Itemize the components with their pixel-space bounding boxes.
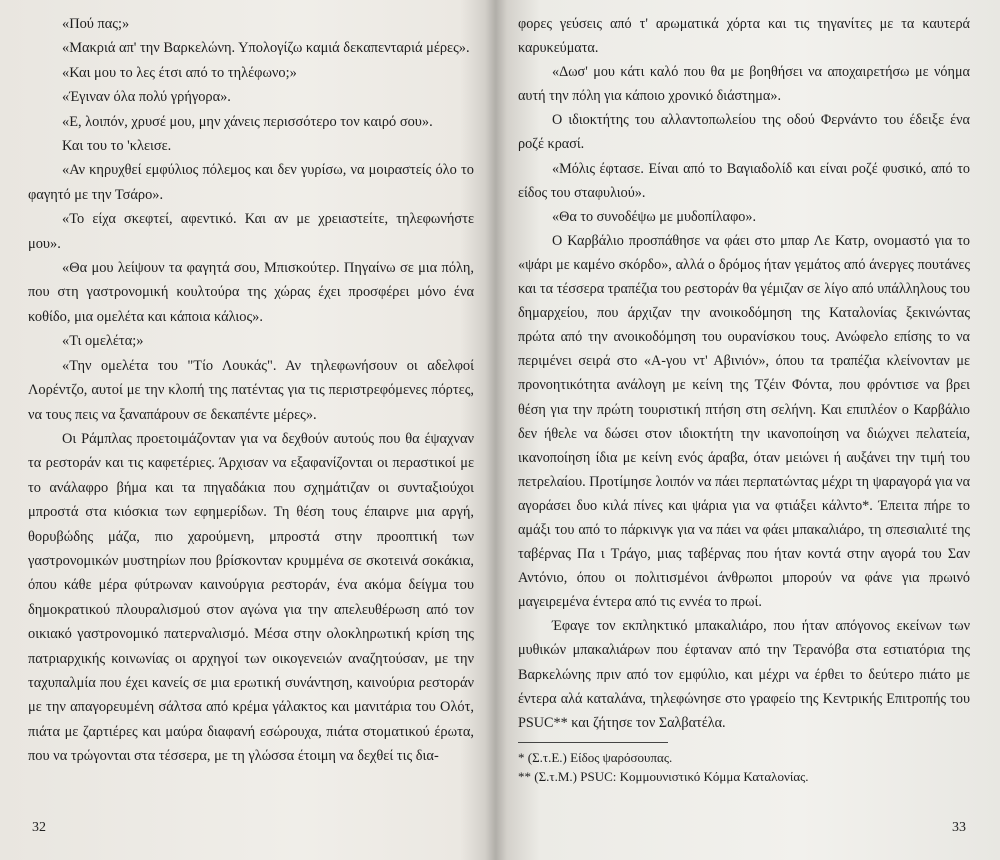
paragraph: Ο Καρβάλιο προσπάθησε να φάει στο μπαρ Λε Κατρ, ονομαστό για το «ψάρι με καμένο σκόρδο», αλλά ο δρόμος ήταν γεμάτος από άνεργες πουτάνες και τα τέσσερα τραπέζια του ρεστοράν θα γέμιζαν σε λίγο από υπάλληλους του δημαρχείου, που άρχιζαν την ανοικοδόμηση της Καταλονίας ξεκινώντας πρώτα από την ανοικοδόμηση του ουρανίσκου τους. Ανώφελο επίσης το να περιμένει σειρά στο «Α-γου ντ' Αβινιόν», όπου τα τραπέζια κλείνονταν με προνοητικότητα ανάλογη με κείνη της Τζέιν Φόντα, που φρόντισε να βρει θέση για την πρώτη τουριστική πτήση στη σελήνη. Και επιπλέον ο Καρβάλιο δεν ήθελε να δώσει στον ιδιοκτήτη την ικανοποίηση να διώχνει πελατεία, ικανοποίηση ίδια με κείνη ενός άραβα, όταν μειώνει ή αυξάνει την τιμή του πετρελαίου. Προτίμησε λοιπόν να πάει περπατώντας μέχρι τη ψαραγορά για να αγοράσει δυο κιλά πίνες και ψάρια για να φτιάξει κάλντο*. Έπειτα πήρε το αμάξι του από το πάρκινγκ για να πάει να φάει μπακαλιάρο, τη σπεσιαλιτέ της ταβέρνας Πα ι Τράγο, μιας ταβέρνας που ήταν κοντά στην αγορά του Σαν Αντόνιο, όπου οι πολιτισμένοι άνθρωποι μπορούν να φάνε για πρωινό μαγειρεμένα έντερα από τις εννέα το πρωί. xyxy=(518,232,970,611)
footnote: ** (Σ.τ.Μ.) PSUC: Κομμουνιστικό Κόμμα Καταλονίας. xyxy=(518,769,809,784)
footnotes xyxy=(518,742,970,786)
paragraph: «Θα το συνοδέψω με μυδοπίλαφο». xyxy=(552,208,756,225)
paragraph: «Μακριά απ' την Βαρκελώνη. Υπολογίζω καμιά δεκαπενταριά μέρες». xyxy=(62,40,470,57)
left-page-text xyxy=(28,12,474,769)
paragraph: «Ε, λοιπόν, χρυσέ μου, μην χάνεις περισσότερο τον καιρό σου». xyxy=(62,113,433,130)
page-number-right: 33 xyxy=(952,820,966,835)
paragraph: Οι Ράμπλας προετοιμάζονταν για να δεχθούν αυτούς που θα έψαχναν τα ρεστοράν και τις καφετέριες. Άρχισαν να εξαφανίζονται οι περαστικοί με το ανάλαφρο βήμα και τα πηγαδάκια που σχημάτιζαν οι συνταξιούχοι μπροστά στα κιόσκια των εφημερίδων. Τη θέση τους έπαιρνε μια αργή, θορυβώδης μάζα, πιο χαρούμενη, μπροστά στην προοπτική των γαστρονομικών μυστηρίων που βρίσκονταν κρυμμένα σε σκοτεινά σοκάκια, όπου κάθε μέρα φύτρωναν καινούργια ρεστοράν, ένα ακόμα δείγμα του δημοκρατικού πλουραλισμού στον αγώνα για την απελευθέρωση από τον οικιακό γαστρονομικό πατερναλισμό. Μέσα στην ολοκληρωτική κρίση της πατριαρχικής κοινωνίας οι αρχηγοί των οικογενειών αναζητούσαν, με την ταχυπαλμία που έχει κανείς σε μια ερωτική συνάντηση, καινούρια ρεστοράν με την απαγορευμένη σάλτσα από κρέμα γάλακτος και μανιτάρια του Ολότ, πιάτα με ζαρτιέρες και μαύρα διαφανή εσώρουχα, πιάτα στοματικού έρωτα, που να τρώγονται στα τέσσερα, με τη γλώσσα έτοιμη να δεχθεί τις δια- xyxy=(28,430,474,765)
paragraph: «Το είχα σκεφτεί, αφεντικό. Και αν με χρειαστείτε, τηλεφωνήστε μου». xyxy=(28,211,474,252)
paragraph: Και του το 'κλεισε. xyxy=(62,138,172,155)
paragraph: «Και μου το λες έτσι από το τηλέφωνο;» xyxy=(62,64,297,81)
paragraph: «Δωσ' μου κάτι καλό που θα με βοηθήσει να αποχαιρετήσω με νόημα αυτή την πόλη για κάποιο χρονικό διάστημα». xyxy=(518,64,970,105)
footnote-rule xyxy=(518,742,668,743)
paragraph: «Μόλις έφτασε. Είναι από το Βαγιαδολίδ και είναι ροζέ φυσικό, από το είδος του σταφυλιού». xyxy=(518,160,970,201)
page-number-left: 32 xyxy=(32,820,46,835)
paragraph-continued: φορες γεύσεις από τ' αρωματικά χόρτα και τις τηγανίτες με τα καυτερά καρυκεύματα. xyxy=(518,16,970,57)
paragraph: «Θα μου λείψουν τα φαγητά σου, Μπισκούτερ. Πηγαίνω σε μια πόλη, που στη γαστρονομική κουλτούρα της χώρας έχει προσφέρει μόνο ένα κοθίδο, μια ομελέτα και κάποια κάλιος». xyxy=(28,260,474,325)
paragraph: «Την ομελέτα του "Τίο Λουκάς". Αν τηλεφωνήσουν οι αδελφοί Λορέντζο, αυτοί με την κλοπή της πατέντας για τις περιστρεφόμενες πόρτες, να τους πεις να ξαναπάρουν σε δεκαπέντε μέρες». xyxy=(28,357,474,423)
paragraph: «Έγιναν όλα πολύ γρήγορα». xyxy=(62,89,231,106)
paragraph: «Αν κηρυχθεί εμφύλιος πόλεμος και δεν γυρίσω, να μοιραστείς όλο το φαγητό με την Τσάρο». xyxy=(28,162,474,203)
paragraph: Ο ιδιοκτήτης του αλλαντοπωλείου της οδού Φερνάντο του έδειξε ένα ροζέ κρασί. xyxy=(518,112,970,153)
paragraph: «Τι ομελέτα;» xyxy=(62,333,144,350)
book-gutter xyxy=(485,0,507,860)
right-page-text xyxy=(518,12,970,735)
paragraph: «Πού πας;» xyxy=(62,16,130,32)
footnote: * (Σ.τ.Ε.) Είδος ψαρόσουπας. xyxy=(518,750,673,765)
paragraph: Έφαγε τον εκπληκτικό μπακαλιάρο, που ήταν απόγονος εκείνων των μυθικών μπακαλιάρων που έφταναν από την Τερανόβα στα εστιατόρια της Βαρκελώνης πριν από τον εμφύλιο, και μέχρι να έρθει το δεύτερο πιάτο με έντερα αλά καταλάνα, τηλεφώνησε στο γραφείο της Κεντρικής Επιτροπής του PSUC** και ζήτησε τον Σαλβατέλα. xyxy=(518,618,970,731)
